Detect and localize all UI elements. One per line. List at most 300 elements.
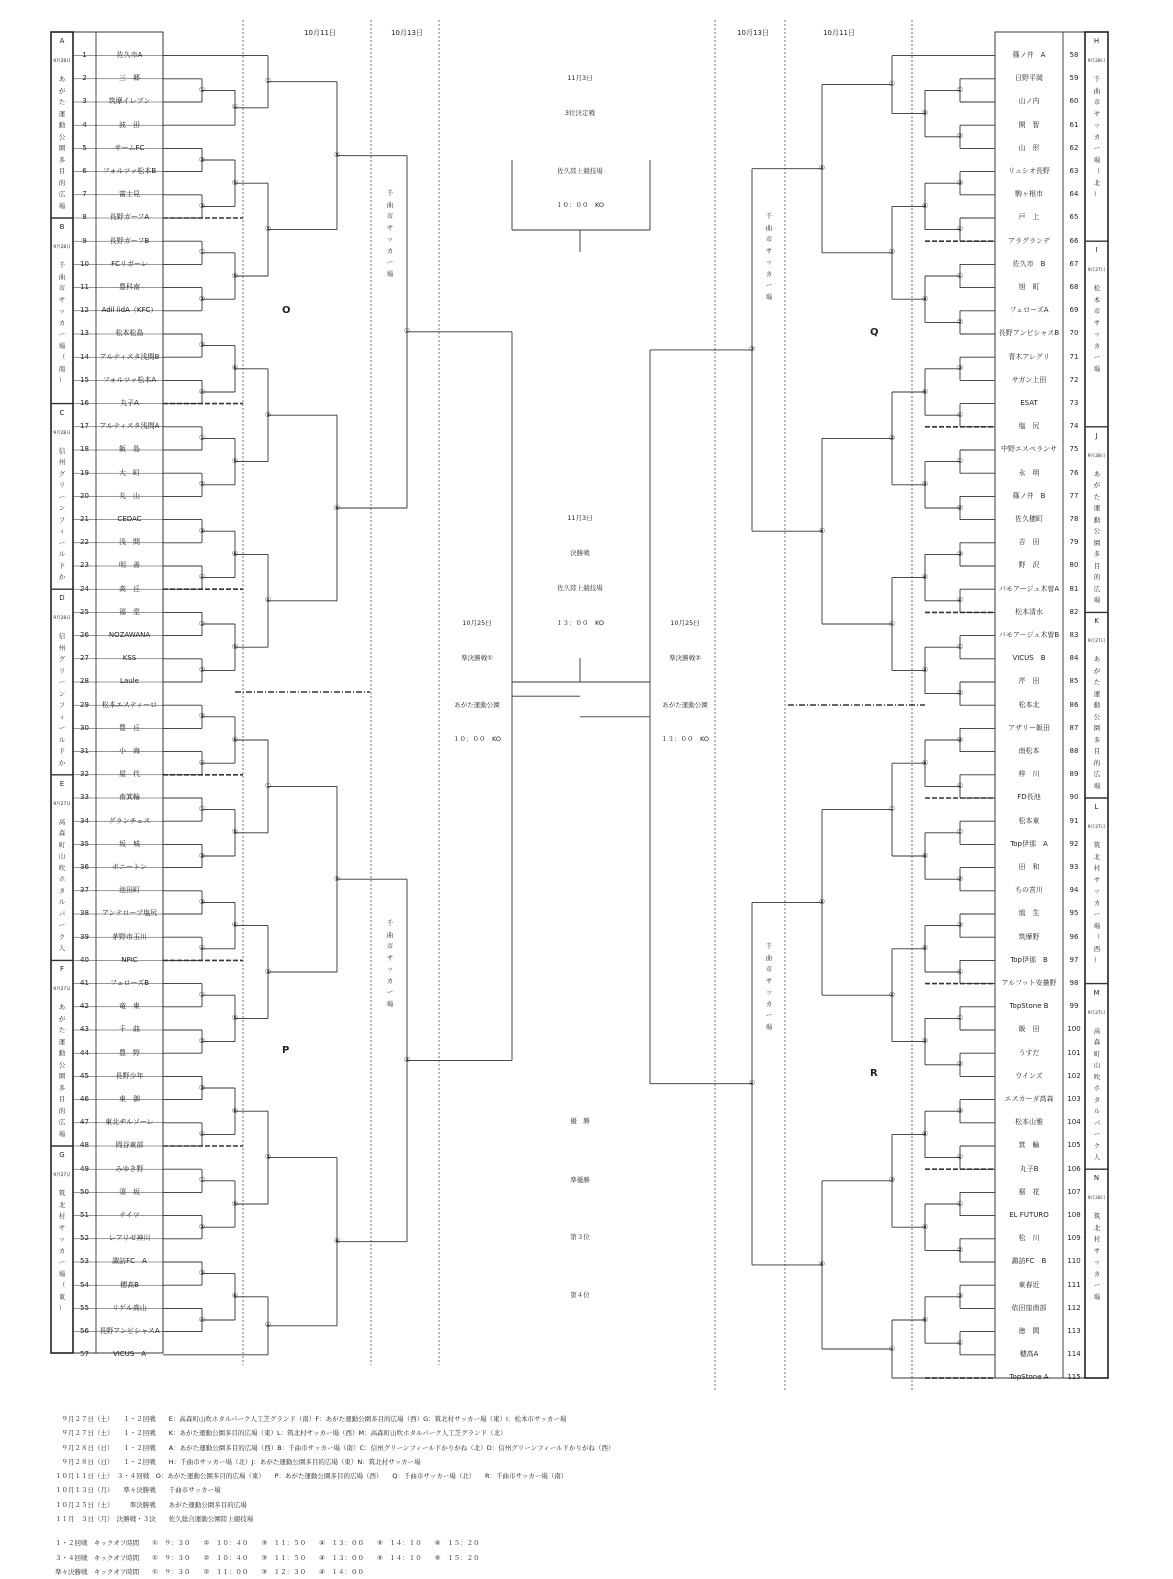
round-number-2: ② <box>956 1060 964 1069</box>
round-number-4: ④ <box>264 1321 272 1330</box>
final-date: 11月3日 <box>567 514 593 522</box>
right-team-name: 佐久市 B <box>1012 259 1046 268</box>
round-number-2: ② <box>956 317 964 326</box>
round-number-3: ③ <box>198 1269 206 1278</box>
right-team-name: アザリー飯田 <box>1008 723 1050 732</box>
left-team-no: 53 <box>80 1257 89 1266</box>
left-team-no: 19 <box>80 468 89 477</box>
right-team-no: 114 <box>1067 1350 1081 1359</box>
left-team-no: 43 <box>80 1025 89 1034</box>
left-team-no: 17 <box>80 422 89 431</box>
right-team-no: 109 <box>1067 1234 1081 1243</box>
right-team-no: 91 <box>1069 816 1079 825</box>
right-team-name: 田 和 <box>1018 863 1040 871</box>
left-team-name: KSS <box>122 654 137 663</box>
left-group-letter: C <box>59 408 65 417</box>
left-team-name: 佐久市A <box>116 51 143 59</box>
round-number-5: ⑤ <box>921 665 929 674</box>
left-team-no: 4 <box>82 120 87 129</box>
right-team-name: うすだ <box>1018 1048 1040 1057</box>
right-team-no: 70 <box>1069 329 1079 338</box>
left-team-name: 長野アンビシャスA <box>99 1327 160 1335</box>
round-number-6: ⑥ <box>333 1237 341 1246</box>
right-team-name: Top伊那 B <box>1010 955 1048 964</box>
round-number-3: ③ <box>264 1153 272 1162</box>
sf2-ko: １３：００ KO <box>660 735 710 743</box>
sf2-venue: あがた運動公園 <box>662 701 708 709</box>
right-team-name: 吉 田 <box>1018 538 1040 547</box>
round-number-5: ⑤ <box>818 164 826 173</box>
round-number-6: ⑥ <box>921 1129 929 1138</box>
right-team-name: アルフット安曇野 <box>1001 979 1057 987</box>
left-team-no: 55 <box>80 1303 89 1312</box>
left-team-name: フォルツァ松本B <box>102 167 157 175</box>
round-number-4: ④ <box>888 1344 896 1353</box>
round-number-4: ④ <box>956 967 964 976</box>
right-team-no: 66 <box>1069 236 1079 245</box>
right-team-name: 松 川 <box>1018 1234 1040 1243</box>
right-team-name: 依田窪南部 <box>1011 1303 1047 1312</box>
round-number-1: ① <box>956 1199 964 1208</box>
round-number-6: ⑥ <box>231 549 239 558</box>
left-team-no: 28 <box>80 677 89 686</box>
left-team-no: 10 <box>80 259 89 268</box>
round-number-1: ① <box>198 85 206 94</box>
left-team-no: 54 <box>80 1280 89 1289</box>
left-team-name: Adil lidA（KFC） <box>101 306 158 315</box>
right-team-name: FD長池 <box>1017 793 1041 802</box>
right-team-name: TopStone B <box>1009 1002 1049 1011</box>
round-number-1: ① <box>956 271 964 280</box>
right-team-no: 104 <box>1067 1118 1081 1127</box>
left-group-date: 9月28日 <box>53 59 71 64</box>
round-number-4: ④ <box>264 596 272 605</box>
sf1-ko: １０：００ KO <box>452 735 502 743</box>
round-number-5: ⑤ <box>231 457 239 466</box>
right-team-no: 65 <box>1069 213 1079 222</box>
right-group-letter: L <box>1094 803 1099 811</box>
right-group-date: 9月27日 <box>1087 639 1106 645</box>
right-team-no: 115 <box>1067 1373 1081 1382</box>
right-team-no: 107 <box>1067 1187 1081 1196</box>
right-group-venue: 松 本 市 サ ッ カ ー 場 <box>1093 284 1101 373</box>
third-title: 3位決定戦 <box>564 109 596 117</box>
right-team-no: 111 <box>1067 1280 1081 1289</box>
round-number-6: ⑥ <box>921 758 929 767</box>
left-team-no: 16 <box>80 399 89 407</box>
left-team-name: 明 善 <box>119 561 140 570</box>
left-team-name: サームFC <box>114 143 145 152</box>
right-team-name: 裾 花 <box>1018 1187 1040 1196</box>
left-team-name: 丸子A <box>120 399 139 407</box>
left-team-no: 29 <box>80 700 89 709</box>
left-team-no: 30 <box>80 723 89 732</box>
left-group-letter: F <box>59 965 65 974</box>
left-group-venue: 信 州 グ リ ー ン フ ィ ー ル ド か <box>58 446 66 582</box>
round-number-6: ⑥ <box>921 201 929 210</box>
block-label-r: R <box>870 1068 878 1079</box>
qf-venue-left-2: 千 曲 市 サ ッ カ ー 場 <box>386 919 394 1008</box>
left-team-no: 3 <box>82 97 87 106</box>
left-team-no: 21 <box>80 515 89 523</box>
right-team-no: 97 <box>1069 955 1079 964</box>
left-team-no: 45 <box>80 1071 89 1080</box>
sf2-title: 準決勝戦② <box>669 654 701 662</box>
left-team-name: NPIC <box>121 955 138 964</box>
round-number-4: ④ <box>956 1153 964 1162</box>
right-team-no: 89 <box>1069 770 1079 779</box>
right-team-no: 63 <box>1069 167 1079 175</box>
right-team-name: 松本北 <box>1018 700 1040 709</box>
left-team-no: 31 <box>80 747 89 755</box>
round-number-2: ② <box>956 1245 964 1254</box>
right-team-no: 98 <box>1069 979 1079 987</box>
right-group-date: 9月27日 <box>1087 268 1106 274</box>
round-number-2: ② <box>264 967 272 976</box>
round-number-4: ④ <box>231 103 239 112</box>
round-number-1: ① <box>264 781 272 790</box>
right-team-no: 103 <box>1067 1095 1081 1103</box>
left-group-letter: A <box>59 37 65 45</box>
left-team-name: 小 海 <box>119 747 140 755</box>
right-team-no: 80 <box>1069 561 1079 570</box>
right-team-name: 塩 尻 <box>1018 422 1040 431</box>
right-group-date: 9月27日 <box>1087 825 1106 830</box>
right-team-name: 松本清水 <box>1015 607 1043 616</box>
round-number-5: ⑤ <box>333 151 341 160</box>
right-team-no: 58 <box>1069 51 1079 59</box>
right-team-no: 106 <box>1067 1164 1081 1173</box>
left-team-no: 57 <box>80 1350 89 1359</box>
right-team-name: 永 明 <box>1018 468 1040 477</box>
round-number-6: ⑥ <box>818 526 826 535</box>
left-team-no: 2 <box>82 74 87 83</box>
right-team-name: 梓 川 <box>1018 770 1040 779</box>
right-team-no: 74 <box>1069 422 1079 431</box>
right-team-name: 開 智 <box>1018 120 1040 129</box>
footer-line <box>55 1526 615 1536</box>
third-venue: 佐久陸上競技場 <box>557 167 603 175</box>
round-number-1: ① <box>403 327 411 336</box>
right-team-name: ESAT <box>1020 399 1038 407</box>
left-team-name: 大 町 <box>119 468 140 477</box>
right-group-venue: あ が た 運 動 公 園 多 目 的 広 場 <box>1093 469 1101 605</box>
left-team-name: 丸 山 <box>119 491 140 500</box>
round-number-3: ③ <box>198 1083 206 1092</box>
left-team-no: 50 <box>80 1187 89 1196</box>
left-team-no: 27 <box>80 654 89 663</box>
left-group-venue: あ が た 運 動 公 園 多 目 的 広 場 <box>58 75 66 210</box>
right-team-name: 箕 輪 <box>1018 1141 1040 1150</box>
footer-line: ９月２７日（土） １・２回戦 K：あがた運動公園多目的広場（東）L：筑北村サッカー場（西）M：高森町山吹ホタルパーク人工芝グランド（北） <box>55 1429 507 1438</box>
right-team-no: 108 <box>1067 1211 1081 1219</box>
right-group-venue: 筑 北 村 サ ッ カ ー 場 <box>1093 1212 1101 1301</box>
schedule-notes <box>55 1412 615 1579</box>
left-team-name: 長野少年 <box>115 1071 144 1080</box>
round-number-5: ⑤ <box>921 480 929 489</box>
left-team-name: 三 郷 <box>119 74 140 83</box>
round-number-5: ⑤ <box>333 874 341 883</box>
right-group-date: 9月27日 <box>1087 1010 1106 1016</box>
right-team-no: 84 <box>1069 654 1079 663</box>
left-team-name: CEDAC <box>117 515 142 523</box>
round-number-5: ⑤ <box>231 178 239 187</box>
round-number-1: ① <box>198 248 206 257</box>
date-header-oct11-left: 10月11日 <box>304 29 336 37</box>
left-team-no: 7 <box>82 190 87 199</box>
round-number-4: ④ <box>198 573 206 582</box>
right-group-letter: H <box>1093 37 1100 45</box>
round-number-5: ⑤ <box>231 1013 239 1022</box>
right-team-name: TopStone A <box>1009 1373 1049 1382</box>
right-team-no: 76 <box>1069 468 1079 477</box>
right-team-name: リュシオ長野 <box>1008 167 1050 175</box>
round-number-2: ② <box>198 1037 206 1046</box>
sf1-date: 10月25日 <box>462 619 492 627</box>
round-number-2: ② <box>956 689 964 698</box>
left-team-no: 18 <box>80 445 89 454</box>
round-number-4: ④ <box>198 758 206 767</box>
right-team-name: Top伊那 A <box>1010 839 1048 848</box>
left-team-no: 46 <box>80 1095 89 1103</box>
left-group-venue: 信 州 グ リ ー ン フ ィ ー ル ド か <box>58 632 66 767</box>
round-number-2: ② <box>198 1222 206 1231</box>
left-group-date: 9月27日 <box>53 987 71 993</box>
round-number-3: ③ <box>198 341 206 350</box>
right-team-no: 81 <box>1069 584 1079 593</box>
left-team-no: 12 <box>80 306 89 315</box>
left-team-name: 須 坂 <box>119 1187 140 1196</box>
round-number-2: ② <box>956 874 964 883</box>
right-team-no: 113 <box>1067 1327 1081 1335</box>
round-number-6: ⑥ <box>231 921 239 930</box>
right-group-letter: J <box>1095 431 1098 440</box>
right-team-no: 99 <box>1069 1002 1079 1011</box>
footer-line: ３・４回戦 キックオフ時間 ① ９：３０ ② １０：４０ ③ １１：５０ ④ １３：００ ⑤ １４：１０ ⑥ １５：２０ <box>55 1553 480 1562</box>
left-team-no: 38 <box>80 909 89 918</box>
round-number-3: ③ <box>888 1176 896 1185</box>
footer-line: ９月２８日（日） １・２回戦 H：千曲市サッカー場（北）J：あがた運動公園多目的広場（東）N：筑北村サッカー場 <box>55 1457 421 1466</box>
left-team-name: 千 曲 <box>119 1025 140 1034</box>
left-team-no: 39 <box>80 932 89 941</box>
round-number-1: ① <box>956 828 964 837</box>
left-team-no: 5 <box>82 143 87 152</box>
left-team-no: 6 <box>82 167 87 175</box>
right-team-name: 篠ノ井 B <box>1012 491 1046 500</box>
right-team-no: 67 <box>1069 259 1079 268</box>
right-team-name: 諏訪FC B <box>1011 1257 1047 1266</box>
round-number-3: ③ <box>888 433 896 442</box>
right-team-name: 日野平岡 <box>1015 74 1043 83</box>
right-group-venue: 千 曲 市 サ ッ カ ー 場 （ 北 ） <box>1093 75 1101 198</box>
right-team-name: VICUS B <box>1012 654 1046 663</box>
left-team-no: 42 <box>80 1002 89 1011</box>
right-team-no: 79 <box>1069 538 1079 547</box>
left-team-name: グランチェス <box>108 816 151 825</box>
date-header-oct13-right: 10月13日 <box>737 29 769 37</box>
left-team-no: 56 <box>80 1327 89 1335</box>
left-team-name: VICUS A <box>112 1350 147 1359</box>
round-number-3: ③ <box>198 201 206 210</box>
left-team-name: 波 田 <box>119 120 140 129</box>
left-group-venue: 千 曲 市 サ ッ カ ー 場 （ 南 ） <box>58 261 66 384</box>
left-team-name: ナイツ <box>119 1211 140 1219</box>
result-runner-up: 準優勝 <box>570 1176 590 1184</box>
right-team-no: 95 <box>1069 909 1079 918</box>
round-number-6: ⑥ <box>921 387 929 396</box>
right-team-name: EL FUTURO <box>1009 1211 1049 1219</box>
right-team-name: 長野アンビシャスB <box>998 329 1060 338</box>
round-number-5: ⑤ <box>231 271 239 280</box>
left-group-date: 9月28日 <box>53 245 71 250</box>
footer-line: １０月２５日（土） 準決勝戦 あがた運動公園多目的広場 <box>55 1500 247 1509</box>
right-team-no: 90 <box>1069 793 1079 802</box>
third-ko: １０：００ KO <box>555 201 605 209</box>
result-third: 第３位 <box>570 1233 590 1241</box>
left-team-name: FCリガーレ <box>111 259 148 268</box>
round-number-4: ④ <box>198 944 206 953</box>
left-team-no: 23 <box>80 561 89 570</box>
right-team-no: 82 <box>1069 607 1079 616</box>
left-team-no: 22 <box>80 538 89 547</box>
left-team-no: 11 <box>80 283 89 291</box>
right-group-letter: K <box>1094 617 1099 626</box>
left-team-no: 33 <box>80 793 89 802</box>
left-team-name: 諏訪FC A <box>112 1257 147 1266</box>
right-team-name: 旭 町 <box>1018 283 1040 291</box>
left-team-name: 東北ヂルソーレ <box>105 1118 154 1127</box>
round-number-5: ⑤ <box>231 1199 239 1208</box>
right-team-no: 87 <box>1069 723 1079 732</box>
left-team-no: 44 <box>80 1048 89 1057</box>
round-number-4: ④ <box>956 596 964 605</box>
round-number-3: ③ <box>264 410 272 419</box>
right-team-no: 83 <box>1069 631 1079 639</box>
left-team-name: アンテロープ塩尻 <box>101 909 158 918</box>
footer-line: ９月２７日（土） １・２回戦 E：高森町山吹ホタルパーク人工芝グランド（南）F：あがた運動公園多目的広場（西）G：筑北村サッカー場（東）I：松本市サッカー場 <box>55 1415 567 1423</box>
round-number-6: ⑥ <box>921 944 929 953</box>
left-team-name: レアリゼ神川 <box>108 1234 151 1243</box>
right-team-name: 佐久穂町 <box>1015 515 1043 523</box>
round-number-3: ③ <box>748 345 756 354</box>
round-number-2: ② <box>198 294 206 303</box>
block-label-q: Q <box>870 327 879 338</box>
right-team-name: 戸 上 <box>1018 213 1040 222</box>
qf-venue-left-1: 千 曲 市 サ ッ カ ー 場 <box>386 189 394 278</box>
round-number-5: ⑤ <box>818 897 826 906</box>
right-team-no: 86 <box>1069 700 1079 709</box>
left-group-date: 9月27日 <box>53 1173 71 1178</box>
left-team-name: 茅野市玉川 <box>112 932 147 941</box>
right-team-no: 71 <box>1069 352 1079 361</box>
left-team-name: 福 堂 <box>119 607 140 616</box>
round-number-1: ① <box>198 433 206 442</box>
round-number-6: ⑥ <box>818 1260 826 1269</box>
round-number-1: ① <box>198 805 206 814</box>
right-team-name: 芹 田 <box>1018 677 1040 686</box>
right-team-name: 埴 生 <box>1018 909 1040 918</box>
right-group-date: 9月28日 <box>1087 453 1106 459</box>
sf1-title: 準決勝戦① <box>461 654 493 662</box>
left-team-name: 長野ガーフA <box>109 213 150 222</box>
left-team-name: フェローズB <box>109 979 150 987</box>
final-venue: 佐久陸上競技場 <box>557 584 603 592</box>
right-team-no: 69 <box>1069 306 1079 315</box>
left-team-no: 52 <box>80 1234 89 1243</box>
right-group-letter: N <box>1093 1174 1100 1183</box>
right-team-no: 59 <box>1069 74 1079 83</box>
left-team-no: 41 <box>80 979 89 987</box>
round-number-5: ⑤ <box>921 109 929 118</box>
right-team-no: 100 <box>1067 1025 1081 1034</box>
round-number-6: ⑥ <box>921 1315 929 1324</box>
left-team-no: 15 <box>80 375 89 384</box>
round-number-4: ④ <box>956 410 964 419</box>
round-number-5: ⑤ <box>231 642 239 651</box>
right-team-name: 徳 間 <box>1018 1327 1040 1335</box>
left-team-name: アルティスタ浅間B <box>99 352 160 361</box>
date-header-oct11-right: 10月11日 <box>823 29 855 37</box>
left-group-date: 9月28日 <box>53 430 71 436</box>
right-group-venue: 高 森 町 山 吹 ホ タ ル パ ー ク 人 <box>1093 1026 1101 1162</box>
left-team-name: 高 丘 <box>119 584 140 593</box>
round-number-6: ⑥ <box>231 1106 239 1115</box>
right-group-date: 9月28日 <box>1087 1196 1106 1202</box>
right-team-name: ちの宮川 <box>1015 886 1043 895</box>
round-number-3: ③ <box>198 897 206 906</box>
left-team-name: 池田町 <box>119 886 140 895</box>
left-team-name: 筑摩イレブン <box>108 97 151 106</box>
right-team-no: 88 <box>1069 747 1079 755</box>
date-header-oct13-left: 10月13日 <box>391 29 423 37</box>
left-team-name: Laule <box>120 677 139 686</box>
left-team-no: 37 <box>80 886 89 895</box>
round-number-4: ④ <box>198 387 206 396</box>
left-team-name: 富士見 <box>119 190 140 199</box>
final-ko: １３：００ KO <box>555 619 605 627</box>
left-team-name: ボニートン <box>112 863 147 871</box>
round-number-1: ① <box>198 1176 206 1185</box>
left-team-name: フォルツァ松本A <box>102 375 157 384</box>
round-number-4: ④ <box>748 1079 756 1088</box>
footer-line: １０月１３日（月） 準々決勝戦 千曲市サッカー場 <box>55 1486 221 1495</box>
round-number-3: ③ <box>956 1106 964 1115</box>
footer-line: １０月１１日（土） ３・４回戦 O：あがた運動公園多目的広場（東） P：あがた運動公園多目的広場（西） Q：千曲市サッカー場（北） R：千曲市サッカー場（南） <box>55 1472 568 1481</box>
round-number-1: ① <box>264 77 272 86</box>
left-team-no: 32 <box>80 770 89 779</box>
left-team-no: 49 <box>80 1164 89 1173</box>
left-team-no: 35 <box>80 839 89 848</box>
left-team-name: 穂高B <box>120 1280 139 1289</box>
right-group-letter: I <box>1095 246 1098 255</box>
left-group-venue: 高 森 町 山 吹 ホ タ ル パ ー ク 人 <box>58 817 66 953</box>
round-number-2: ② <box>956 132 964 141</box>
left-team-name: アルティスタ浅間A <box>99 422 160 431</box>
left-team-no: 47 <box>80 1118 89 1127</box>
right-team-no: 75 <box>1069 445 1079 454</box>
round-number-3: ③ <box>956 921 964 930</box>
footer-line: 準々決勝戦 キックオフ時間 ① ９：３０ ② １１：００ ③ １２：３０ ④ １４：００ <box>55 1567 364 1576</box>
right-team-name: エスカーダ高森 <box>1004 1095 1054 1103</box>
left-team-name: 豊 丘 <box>119 723 140 732</box>
left-group-letter: E <box>59 779 65 788</box>
left-group-venue: 筑 北 村 サ ッ カ ー 場 （ 東 ） <box>58 1189 66 1312</box>
left-team-name: 松本エスティーロ <box>101 700 158 709</box>
qf-venue-right-1: 千 曲 市 サ ッ カ ー 場 <box>765 212 773 301</box>
left-team-name: NOZAWANA <box>108 631 151 639</box>
round-number-3: ③ <box>956 735 964 744</box>
right-team-no: 64 <box>1069 190 1079 199</box>
